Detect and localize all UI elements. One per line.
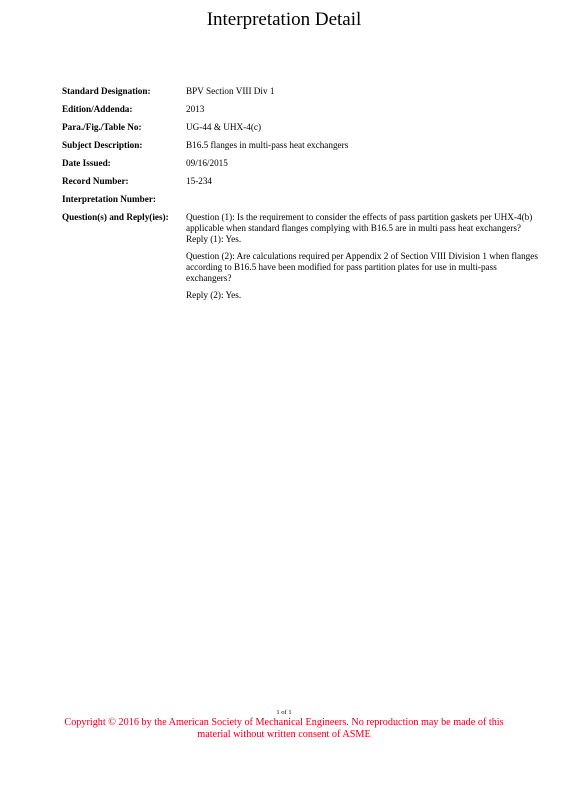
field-value: B16.5 flanges in multi-pass heat exchangers (186, 140, 349, 150)
questions-replies-block (186, 212, 540, 307)
field-label: Standard Designation: (62, 86, 151, 96)
field-value: UG-44 & UHX-4(c) (186, 122, 262, 132)
field-row-para-fig-table (62, 122, 540, 133)
field-row-subject-description (62, 140, 540, 151)
field-row-record-number (62, 176, 540, 187)
field-label: Interpretation Number: (62, 194, 156, 204)
field-label: Para./Fig./Table No: (62, 122, 142, 132)
copyright-notice (0, 717, 568, 741)
interpretation-details (62, 86, 540, 314)
reply-2-text: Reply (2): Yes. (186, 290, 242, 300)
copyright-line-2: material without written consent of ASME (197, 729, 371, 740)
field-label: Record Number: (62, 176, 129, 186)
question-reply-1 (186, 212, 540, 245)
field-label: Subject Description: (62, 140, 143, 150)
question-1-text: Question (1): Is the requirement to consider the effects of pass partition gaskets per UHX-4(b) applicable when standard flanges complying with B16.5 are in multi pass heat exchangers? (186, 212, 533, 233)
field-row-date-issued (62, 158, 540, 169)
copyright-line-1: Copyright © 2016 by the American Society of Mechanical Engineers. No reproduction may be made of this (64, 717, 504, 728)
reply-1-text: Reply (1): Yes. (186, 234, 242, 244)
field-row-questions-replies (62, 212, 540, 307)
field-value: 09/16/2015 (186, 158, 228, 168)
field-row-edition-addenda (62, 104, 540, 115)
field-row-standard-designation (62, 86, 540, 97)
field-value: 2013 (186, 104, 205, 114)
page-count: 1 of 1 (276, 709, 292, 716)
page-title: Interpretation Detail (206, 9, 362, 30)
field-value: BPV Section VIII Div 1 (186, 86, 275, 96)
field-label: Date Issued: (62, 158, 111, 168)
field-row-interpretation-number (62, 194, 540, 205)
field-value: 15-234 (186, 176, 213, 186)
field-label: Question(s) and Reply(ies): (62, 212, 169, 222)
question-2-text: Question (2): Are calculations required per Appendix 2 of Section VIII Division 1 when flanges according to B16.5 have been modified for pass partition plates for use in multi-pass exchangers? (186, 251, 538, 283)
field-label: Edition/Addenda: (62, 104, 133, 114)
